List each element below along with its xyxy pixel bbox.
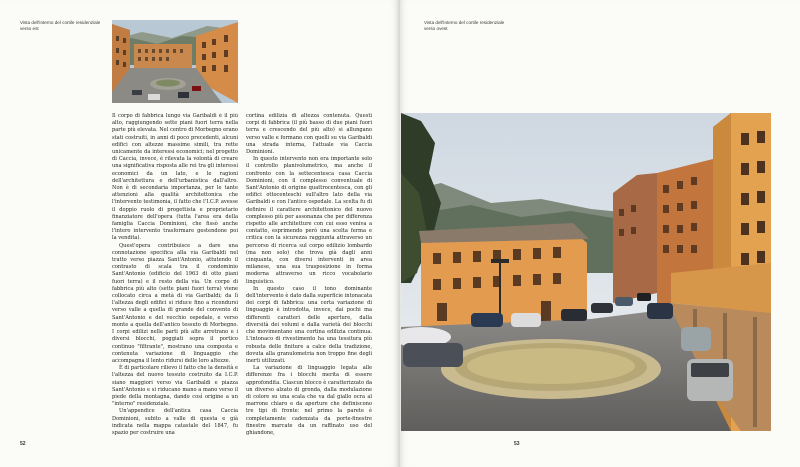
left-page xyxy=(0,0,398,467)
courtyard-photo-west xyxy=(401,113,771,431)
paragraph: cortina edilizia di altezza contenuta. Questi corpi di fabbrica (il più basso di due piani fuori terra e crescendo del più alto) si allungano verso valle e formano con quelli su via Garibaldi una strada interna, l'attuale via Caccia Dominioni. xyxy=(246,113,372,156)
page-number-left: 52 xyxy=(20,441,26,447)
paragraph: La variazione di linguaggio legata alle differenze fra i blocchi merita di essere approfondita. Ciascun blocco è caratterizzato da un diverso alzato di gronda, dalla modulazione di colore su una scala che va dal giallo ocra al marrone chiaro e da aperture che definiscono tre tipi di fronte: nel primo la parete è completamente cadenzata da porte-finestre finestre marcate da un raffinato uso del ghiandone, xyxy=(246,365,372,436)
paragraph: In questo intervento non era importante solo il controllo planivolumetrico, ma anche il confronto con la settecentesca casa Caccia Dominioni, con il complesso conventuale di Sant'Antonio di origine quattrocentesca, con gli edifici ottocenteschi sull'altro lato della via Garibaldi e con l'antico ospedale. La scelta fu di definire il carattere architettonico del nuovo complesso più per assonanza che per differenza rispetto alle architetture con cui esso veniva a contatto, esprimendo però una scelta ferma e critica con la sicurezza raggiunta attraverso un percorso di ricerca sul corpo edilizio lombardo (ma non solo) che trova già dagli anni cinquanta, con diversi interventi in area milanese, una sua trasposizione in forma moderna attraverso un ricco vocabolario linguistico. xyxy=(246,156,372,285)
photo-caption-left: Vista dell'interno del cortile residenziale verso est xyxy=(20,20,101,31)
paragraph: È di particolare rilievo il fatto che la densità e l'altezza del nuovo tessuto costruito da I.C.P. siano maggiori verso via Garibaldi e piazza Sant'Antonio e si riducano mano a mano verso il piede della montagna, dando così origine a un "interno" residenziale. xyxy=(112,365,238,408)
page-number-right: 53 xyxy=(514,441,520,447)
text-column-1 xyxy=(112,113,238,447)
paragraph: In questo caso il tono dominante dell'intervento è dato dalla superficie intonacata dei corpi di fabbrica: una certa variazione di linguaggio è introdotta, invece, dai pochi ma differenti caratteri delle aperture, dalla diversità dei volumi e dalla varietà dei blocchi che movimentano una cortina edilizia continua. L'intonaco di rivestimento ha una tessitura più robusta delle finiture a calce della tradizione, dovuta alla granulometria non troppo fine degli inerti utilizzati. xyxy=(246,285,372,364)
paragraph: Un'appendice dell'antica casa Caccia Dominioni, subito a valle di questa e già indicata nella mappa catastale del 1847, fu spazio per costruire una xyxy=(112,408,238,436)
text-column-2 xyxy=(246,113,372,447)
paragraph: Il corpo di fabbrica lungo via Garibaldi è il più alto, raggiungendo sette piani fuori terra nella parte più elevata. Nel centro di Morbegno erano stati costruiti, in anni di poco precedenti, alcuni edifici con altezze massime simili, tra rette unicamente da interessi economici; nel progetto di Caccia, invece, è rilevata la volontà di creare una significativa risposta alle rei tra gli interessi economici da un lato, e le ragioni dell'architettura e dell'urbanistica dall'altro. Non è di secondaria importanza, per le tante attenzioni alla qualità architettonica che l'intervento testimonia, il fatto che l'I.C.P. avesse il doppio ruolo di progettista e proprietario finanziatore dell'opera (tutta l'area era della famiglia Caccia Dominioni, che fissò anche l'intero intervento trasformare gestendone poi la vendita). xyxy=(112,113,238,242)
paragraph: Quest'opera contribuisce a dare una connotazione specifica alla via Garibaldi nel tratto verso piazza Sant'Antonio, attutendo il contrasto di scala tra il condominio Sant'Antonio (edificio del 1963 di otto piani fuori terra) e il resto della via. Un corpo di fabbrica più alto (sette piani fuori terra) viene collocato circa a metà di via Garibaldi; da lì l'altezza degli edifici si riduce fino a ricondursi verso valle a quella di grande del convento di Sant'Antonio e del vecchio ospedale, e verso monte a quella dell'antico tessuto di Morbegno. I corpi edilizi nelle parti più alte arretrano e i diversi blocchi, poggiati sopra il portico continuo "filtrante", mostrano una composta e contenuta variazione di linguaggio che accompagna il lento ridursi delle loro altezze. xyxy=(112,242,238,364)
photo-caption-right: Vista dell'interno del cortile residenziale verso ovest xyxy=(424,20,505,31)
courtyard-photo-east xyxy=(112,20,238,103)
